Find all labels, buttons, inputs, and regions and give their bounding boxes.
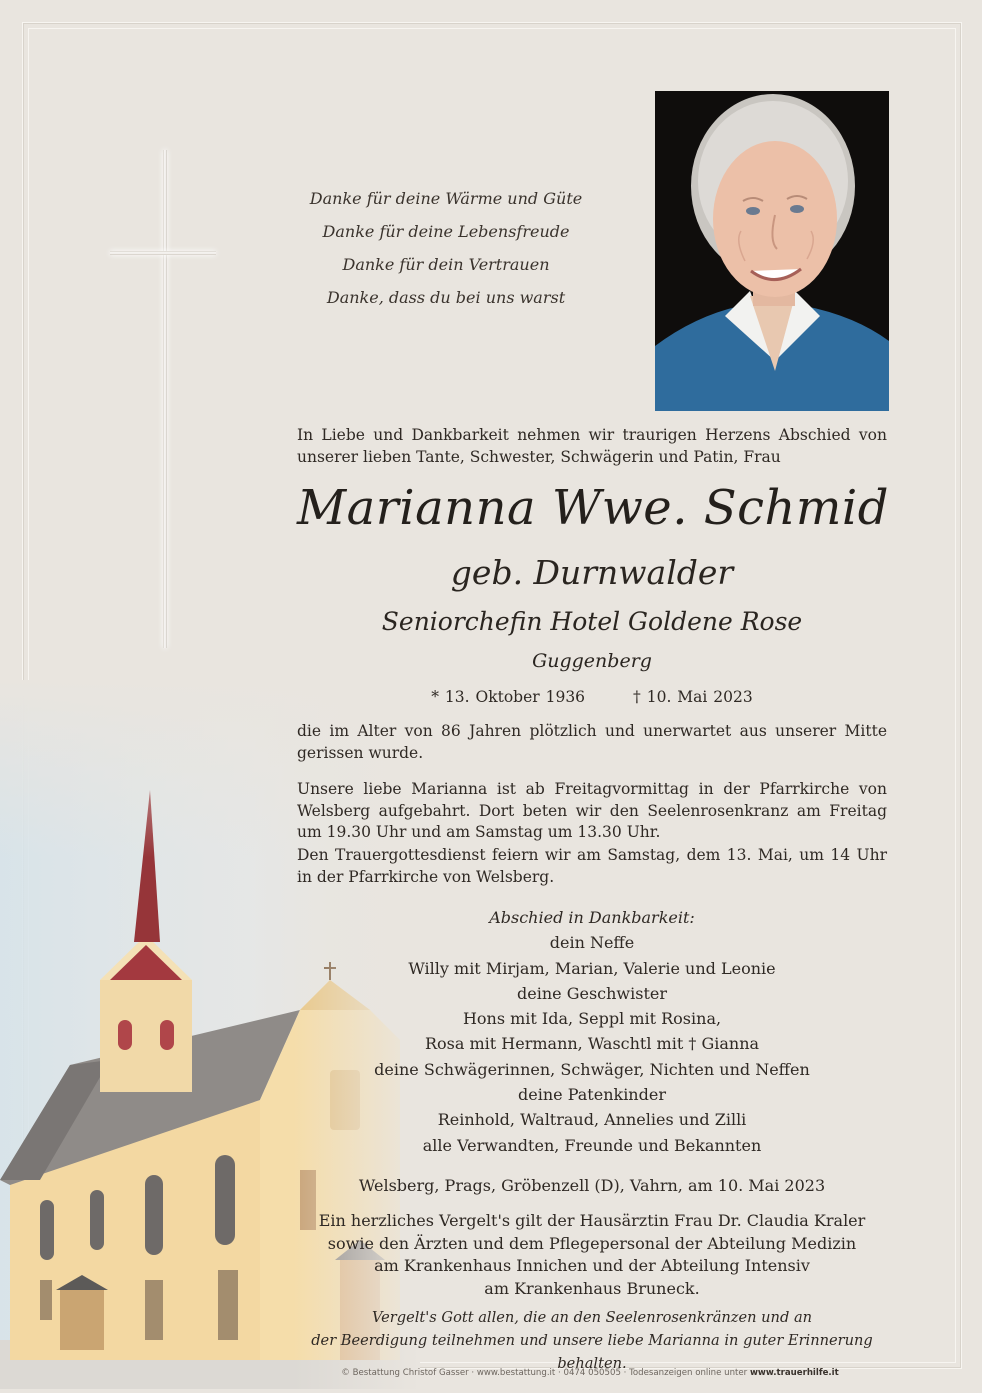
family-line: dein Neffe: [549, 933, 635, 953]
family-line: Hons mit Ida, Seppl mit Rosina,: [462, 1009, 722, 1029]
quote-line: Danke, dass du bei uns warst: [326, 288, 566, 307]
doctor-thanks-line: Ein herzliches Vergelt's gilt der Hausärztin Frau Dr. Claudia Kraler: [318, 1211, 866, 1230]
footer-link[interactable]: www.trauerhilfe.it: [749, 1368, 839, 1378]
family-line: deine Schwägerinnen, Schwäger, Nichten und Neffen: [374, 1059, 810, 1079]
family-list: [297, 905, 887, 1158]
portrait-photo: [655, 91, 889, 411]
general-thanks: [290, 1306, 894, 1375]
location-date: Welsberg, Prags, Gröbenzell (D), Vahrn, am 10. Mai 2023: [358, 1176, 826, 1195]
family-line: deine Geschwister: [517, 983, 667, 1003]
deceased-title: Seniorchefin Hotel Goldene Rose: [381, 607, 803, 636]
cross-horizontal: [110, 251, 216, 255]
doctor-thanks-line: am Krankenhaus Innichen und der Abteilung Intensiv: [374, 1256, 810, 1275]
doctor-thanks: [297, 1210, 887, 1300]
memorial-quote: [266, 182, 626, 314]
deceased-place: Guggenberg: [532, 650, 652, 672]
death-date: † 10. Mai 2023: [633, 688, 753, 706]
funeral-text: Den Trauergottesdienst feiern wir am Samstag, dem 13. Mai, um 14 Uhr in der Pfarrkirche von Welsberg.: [297, 846, 887, 886]
wake-text: Unsere liebe Marianna ist ab Freitagvormittag in der Pfarrkirche von Welsberg aufgebahrt. Dort beten wir den Seelenrosenkranz am Freitag um 19.30 Uhr und am Samstag um 13.30 Uhr.: [297, 780, 887, 841]
quote-line: Danke für deine Wärme und Güte: [309, 189, 583, 208]
footer: [280, 1368, 900, 1378]
cross-vertical: [163, 150, 167, 648]
quote-line: Danke für dein Vertrauen: [342, 255, 550, 274]
age-text: die im Alter von 86 Jahren plötzlich und unerwartet aus unserer Mitte gerissen wurde.: [297, 722, 887, 762]
quote-line: Danke für deine Lebensfreude: [322, 222, 570, 241]
birth-date: * 13. Oktober 1936: [431, 688, 586, 706]
family-line: Rosa mit Hermann, Waschtl mit † Gianna: [424, 1034, 760, 1054]
life-dates: [297, 688, 887, 706]
family-line: deine Patenkinder: [518, 1085, 666, 1105]
family-line: Reinhold, Waltraud, Annelies und Zilli: [437, 1110, 747, 1130]
farewell-heading: Abschied in Dankbarkeit:: [489, 908, 695, 927]
doctor-thanks-line: am Krankenhaus Bruneck.: [484, 1278, 700, 1298]
intro-text: In Liebe und Dankbarkeit nehmen wir traurigen Herzens Abschied von unserer lieben Tante, Schwester, Schwägerin und Patin, Frau: [297, 426, 887, 466]
family-line: Willy mit Mirjam, Marian, Valerie und Leonie: [408, 958, 776, 978]
doctor-thanks-line: sowie den Ärzten und dem Pflegepersonal der Abteilung Medizin: [327, 1233, 857, 1253]
general-thanks-line: der Beerdigung teilnehmen und unsere liebe Marianna in guter Erinnerung behalten.: [311, 1332, 873, 1372]
family-line: alle Verwandten, Freunde und Bekannten: [422, 1135, 762, 1155]
general-thanks-line: Vergelt's Gott allen, die an den Seelenrosenkränzen und an: [371, 1309, 813, 1326]
maiden-name: geb. Durnwalder: [450, 553, 734, 592]
deceased-name: Marianna Wwe. Schmid: [297, 480, 889, 536]
footer-text: © Bestattung Christof Gasser · www.bestattung.it · 0474 050505 · Todesanzeigen online unter: [341, 1368, 748, 1378]
